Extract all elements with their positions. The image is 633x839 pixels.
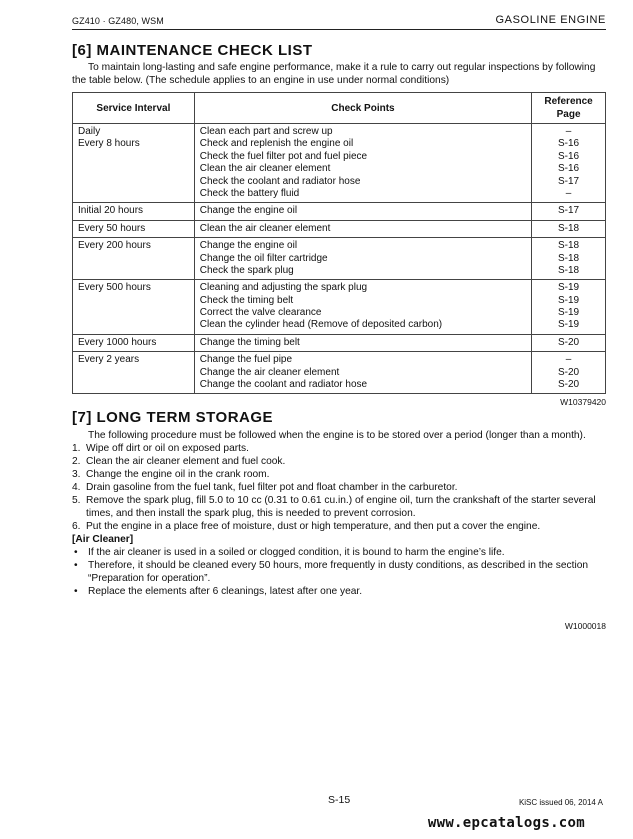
reference-page-cell <box>532 352 606 394</box>
table-row <box>73 238 606 280</box>
reference-page-cell-line: S-16 <box>558 138 580 150</box>
reference-page-cell-line: S-17 <box>558 175 580 187</box>
reference-page-cell-line: S-19 <box>558 319 580 331</box>
reference-page-cell-line: S-16 <box>558 150 580 162</box>
check-points-cell <box>194 203 531 220</box>
air-cleaner-title: [Air Cleaner] <box>72 534 134 545</box>
reference-page-cell <box>532 203 606 220</box>
service-interval-cell-line: Every 8 hours <box>78 138 140 150</box>
list-item <box>72 546 612 559</box>
step-number: 1. <box>72 443 81 454</box>
check-points-cell <box>194 334 531 351</box>
step-number: 6. <box>72 521 81 532</box>
reference-page-cell-line: S-18 <box>558 240 580 252</box>
reference-page-cell-line: S-19 <box>558 307 580 319</box>
check-points-cell <box>194 238 531 280</box>
check-points-cell-line: Change the engine oil <box>199 240 298 252</box>
storage-title: [7] LONG TERM STORAGE <box>72 409 274 426</box>
check-points-cell-line: Check the fuel filter pot and fuel piece <box>199 150 368 162</box>
bullet-text: If the air cleaner is used in a soiled or clogged condition, it is bound to harm the engine’s life. <box>88 547 505 558</box>
watermark: www.epcatalogs.com <box>427 815 585 831</box>
column-header-interval: Service Interval <box>73 93 195 124</box>
reference-page-cell-line: S-20 <box>558 366 580 378</box>
check-points-cell-line: Clean the air cleaner element <box>199 163 331 175</box>
list-item <box>72 494 612 520</box>
reference-page-cell-line: S-20 <box>558 379 580 391</box>
step-number: 5. <box>72 495 81 506</box>
check-points-cell <box>194 280 531 335</box>
issue-info: KiSC issued 06, 2014 A <box>518 798 603 807</box>
check-points-cell-line: Change the fuel pipe <box>199 354 293 366</box>
service-interval-cell-line: Every 50 hours <box>78 222 146 234</box>
step-number: 2. <box>72 456 81 467</box>
air-cleaner-bullets <box>72 546 612 598</box>
reference-page-cell <box>532 280 606 335</box>
check-points-cell-line: Change the coolant and radiator hose <box>199 379 368 391</box>
check-points-cell-line: Check the coolant and radiator hose <box>199 175 361 187</box>
reference-page-cell <box>532 334 606 351</box>
step-text: Wipe off dirt or oil on exposed parts. <box>86 443 249 454</box>
reference-page-cell-line: S-16 <box>558 163 580 175</box>
table-row <box>73 124 606 203</box>
service-interval-cell <box>73 203 195 220</box>
reference-page-cell-line: S-18 <box>558 264 580 276</box>
reference-page-cell <box>532 220 606 237</box>
check-points-cell-line: Change the oil filter cartridge <box>199 252 328 264</box>
storage-steps <box>72 442 612 598</box>
reference-page-cell-line: – <box>565 354 572 366</box>
service-interval-cell <box>73 280 195 335</box>
list-item <box>72 559 612 585</box>
check-points-cell-line: Check the spark plug <box>199 264 294 276</box>
reference-page-cell-line: S-17 <box>558 205 580 217</box>
bullet-text: Therefore, it should be cleaned every 50 hours, more frequently in dusty conditions, as described in the section “Preparation for operation”. <box>88 560 589 584</box>
check-points-cell <box>194 352 531 394</box>
header-model: GZ410 · GZ480, WSM <box>72 16 164 26</box>
check-points-cell <box>194 220 531 237</box>
service-interval-cell <box>73 334 195 351</box>
list-item <box>72 481 612 494</box>
list-item <box>72 442 612 455</box>
maintenance-table <box>72 92 606 394</box>
page-number: S-15 <box>328 794 351 806</box>
bullet-icon: • <box>74 586 78 597</box>
reference-page-cell-line: S-18 <box>558 252 580 264</box>
check-points-cell <box>194 124 531 203</box>
reference-page-cell <box>532 124 606 203</box>
reference-page-cell-line: – <box>565 126 572 137</box>
check-points-cell-line: Check the battery fluid <box>199 187 300 199</box>
table-body <box>73 124 606 394</box>
service-interval-cell <box>73 124 195 203</box>
maintenance-title: [6] MAINTENANCE CHECK LIST <box>72 42 313 59</box>
step-text: Drain gasoline from the fuel tank, fuel filter pot and float chamber in the carburetor. <box>86 482 458 493</box>
step-number: 4. <box>72 482 81 493</box>
table-row <box>73 220 606 237</box>
storage-code: W1000018 <box>564 621 606 631</box>
reference-page-cell-line: S-18 <box>558 222 580 234</box>
table-row <box>73 203 606 220</box>
reference-page-cell-line: S-19 <box>558 282 580 294</box>
check-points-cell-line: Check and replenish the engine oil <box>199 138 354 150</box>
check-points-cell-line: Change the air cleaner element <box>199 366 340 378</box>
service-interval-cell-line: Every 1000 hours <box>78 336 157 348</box>
step-text: Change the engine oil in the crank room. <box>86 469 270 480</box>
header-divider <box>72 29 606 30</box>
step-number: 3. <box>72 469 81 480</box>
service-interval-cell-line: Every 200 hours <box>78 240 151 252</box>
list-item <box>72 585 612 598</box>
check-points-cell-line: Cleaning and adjusting the spark plug <box>199 282 368 294</box>
reference-page-cell-line: S-20 <box>558 336 580 348</box>
list-item <box>72 468 612 481</box>
reference-page-cell-line: – <box>565 187 572 199</box>
table-row <box>73 280 606 335</box>
maintenance-intro: To maintain long-lasting and safe engine performance, make it a rule to carry out regular inspections by following the table below. (The schedule applies to an engine in use under normal conditions) <box>72 62 596 86</box>
service-interval-cell <box>73 352 195 394</box>
column-header-reference: Reference Page <box>532 93 606 124</box>
check-points-cell-line: Change the timing belt <box>199 336 300 348</box>
service-interval-cell-line: Initial 20 hours <box>78 205 144 217</box>
reference-page-cell <box>532 238 606 280</box>
table-row <box>73 334 606 351</box>
bullet-icon: • <box>74 547 78 558</box>
check-points-cell-line: Clean the cylinder head (Remove of deposited carbon) <box>199 319 443 331</box>
table-row <box>73 352 606 394</box>
column-header-check-points: Check Points <box>194 93 531 124</box>
reference-page-cell-line: S-19 <box>558 294 580 306</box>
check-points-cell-line: Correct the valve clearance <box>199 307 322 319</box>
check-points-cell-line: Check the timing belt <box>199 294 294 306</box>
step-text: Remove the spark plug, fill 5.0 to 10 cc (0.31 to 0.61 cu.in.) of engine oil, turn the crankshaft of the starter several times, and then install the spark plug, this is needed to prevent corrosion. <box>86 495 596 519</box>
check-points-cell-line: Change the engine oil <box>199 205 298 217</box>
bullet-icon: • <box>74 560 78 571</box>
header-section: GASOLINE ENGINE <box>495 14 606 26</box>
table-header-row <box>73 93 606 124</box>
maintenance-code: W10379420 <box>560 397 606 407</box>
check-points-cell-line: Clean each part and screw up <box>199 126 333 137</box>
check-points-cell-line: Clean the air cleaner element <box>199 222 331 234</box>
list-item <box>72 455 612 468</box>
service-interval-cell-line: Every 2 years <box>78 354 140 366</box>
step-text: Put the engine in a place free of moisture, dust or high temperature, and then put a cover the engine. <box>86 521 541 532</box>
step-text: Clean the air cleaner element and fuel cook. <box>86 456 286 467</box>
service-interval-cell-line: Every 500 hours <box>78 282 151 294</box>
service-interval-cell <box>73 238 195 280</box>
list-item <box>72 520 612 533</box>
storage-intro: The following procedure must be followed when the engine is to be stored over a period (longer than a month). <box>88 430 586 441</box>
steps-list <box>72 442 612 533</box>
service-interval-cell-line: Daily <box>78 126 101 137</box>
service-interval-cell <box>73 220 195 237</box>
bullet-text: Replace the elements after 6 cleanings, latest after one year. <box>88 586 363 597</box>
